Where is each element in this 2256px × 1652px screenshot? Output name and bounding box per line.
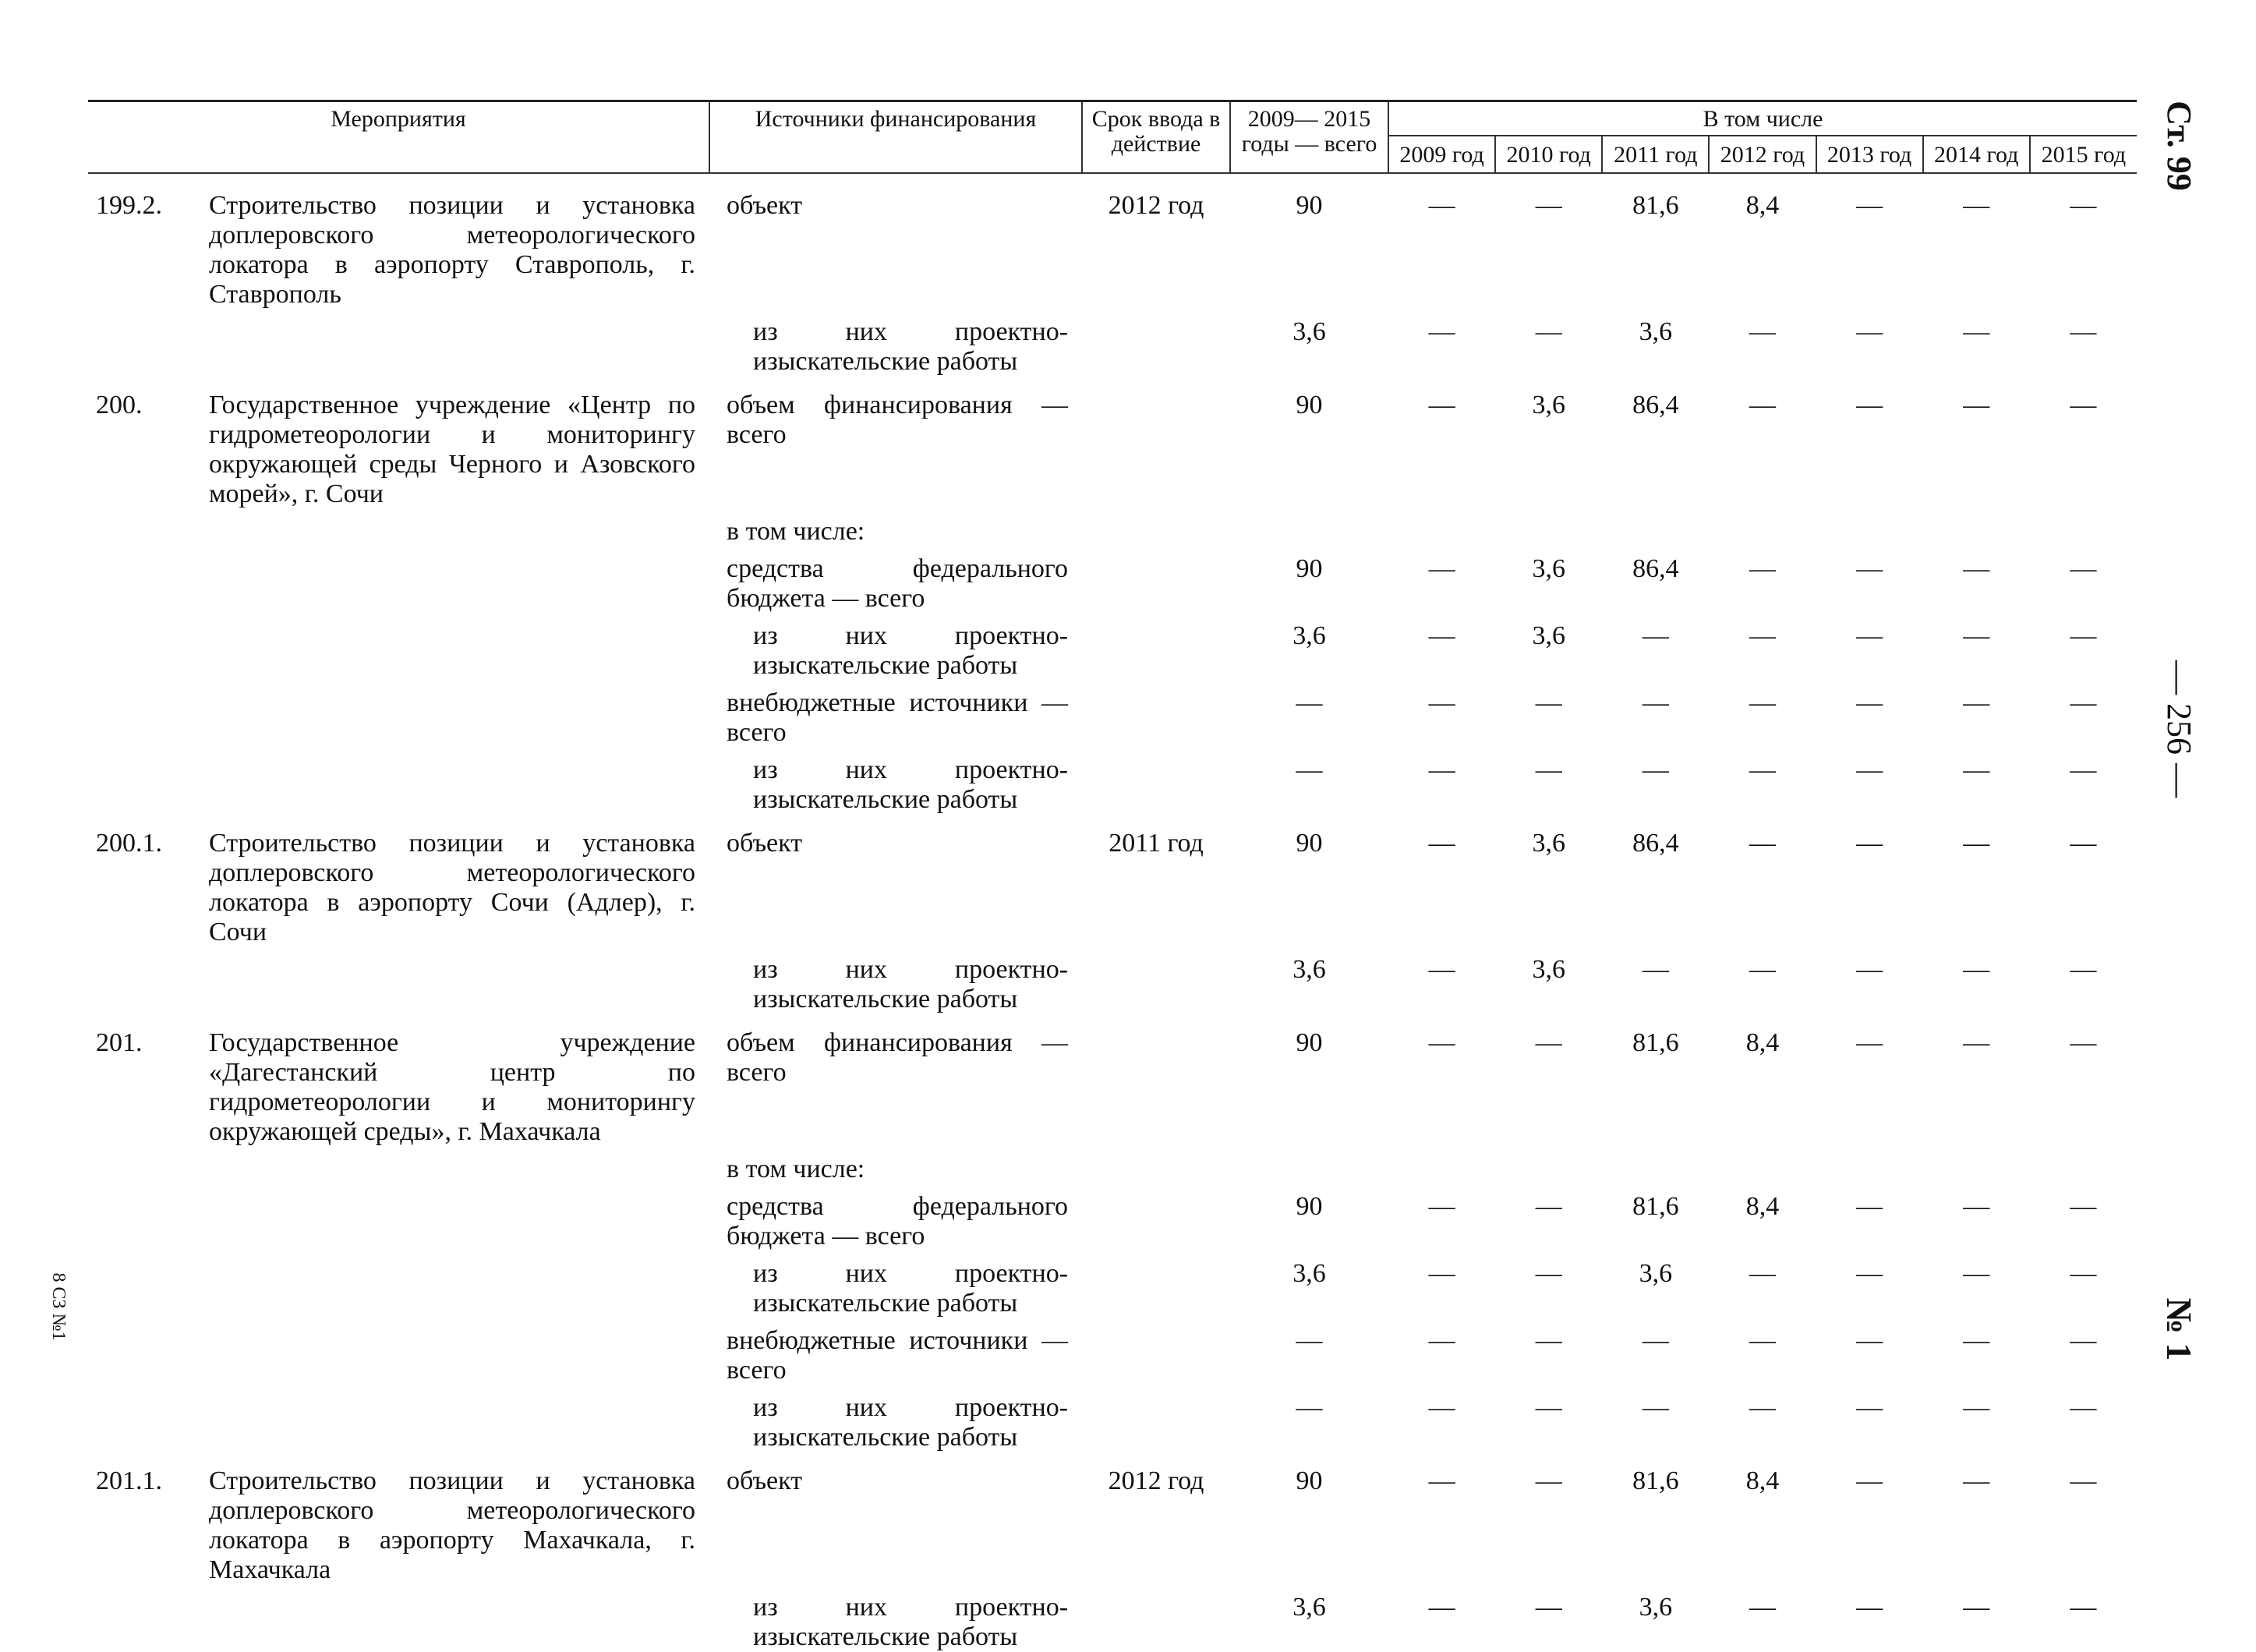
item-number [88,1251,209,1318]
item-name: Строительство позиции и установка доплеровского метеорологического локатора в аэропорту Ставрополь, г. Ставрополь [209,191,696,309]
item-name [209,614,709,681]
commission-date: 2012 год [1108,191,1204,220]
year-value-6: — [1963,554,1990,583]
item-number: 201. [96,1028,143,1057]
funding-source: объем финансирования — всего [727,391,1069,449]
year-value-2: 3,6 [1532,391,1565,419]
year-value-3: 3,6 [1639,317,1673,346]
year-value-3: — [1642,755,1669,784]
item-number: 200.1. [96,829,162,858]
year-value-2: — [1535,688,1562,717]
total-value: 3,6 [1292,1593,1326,1622]
year-value-7: — [2070,1466,2097,1495]
funding-source: средства федерального бюджета — всего [727,554,1069,613]
year-value-5: — [1856,829,1883,858]
year-value-4: 8,4 [1745,1192,1780,1221]
funding-source: объект [727,829,803,858]
year-value-6: — [1963,1593,1990,1622]
total-value: 90 [1296,1466,1323,1495]
commission-date [1082,310,1230,377]
year-value-1: — [1428,621,1455,650]
total-value: — [1296,755,1323,784]
year-value-5: — [1856,1326,1883,1355]
item-name [209,509,709,547]
year-value-2: 3,6 [1532,621,1565,650]
funding-source: из них проектно-изыскательские работы [753,955,1069,1013]
year-value-1: — [1428,391,1455,419]
total-value: 90 [1296,191,1323,220]
item-number [88,547,209,614]
year-value-2: — [1535,1593,1562,1622]
total-value: — [1296,1326,1323,1355]
header-year-5: 2013 год [1816,136,1923,173]
year-value-7: — [2070,1259,2097,1288]
year-value-6: — [1963,191,1990,220]
table-row [88,1184,2137,1251]
header-events: Мероприятия [88,101,709,174]
year-value-5: — [1856,391,1883,419]
year-value-3: — [1642,1393,1669,1422]
item-number [88,1184,209,1251]
year-value-6: — [1963,1393,1990,1422]
year-value-4: — [1749,1326,1776,1355]
year-value-3: 81,6 [1632,1192,1679,1221]
year-value-6: — [1963,1192,1990,1221]
year-value-7: — [2070,1393,2097,1422]
header-year-6: 2014 год [1923,136,2030,173]
year-value-5: — [1856,1028,1883,1057]
item-number [88,1585,209,1652]
commission-date [1082,1184,1230,1251]
year-value-3: 86,4 [1632,391,1679,419]
table-row [88,748,2137,815]
year-value-6: — [1963,317,1990,346]
item-name [209,748,709,815]
year-value-1: — [1428,755,1455,784]
year-value-3: — [1642,1326,1669,1355]
year-value-5: — [1856,1466,1883,1495]
item-number [88,310,209,377]
year-value-4: — [1749,391,1776,419]
year-value-7: — [2070,1192,2097,1221]
commission-date [1082,1147,1230,1184]
total-value: 90 [1296,829,1323,858]
funding-source: из них проектно-изыскательские работы [753,755,1069,814]
item-number: 199.2. [96,191,162,220]
year-value-5 [1816,509,1923,547]
commission-date [1082,1385,1230,1452]
funding-source: внебюджетные источники — всего [727,688,1069,747]
item-name: Государственное учреждение «Центр по гидрометеорологии и мониторингу окружающей среды Черного и Азовского морей», г. Сочи [209,391,696,508]
year-value-2 [1495,509,1602,547]
item-name [209,1318,709,1385]
total-value [1230,1147,1388,1184]
year-value-2 [1495,1147,1602,1184]
year-value-2: 3,6 [1532,955,1565,984]
table-body [88,173,2137,1652]
header-year-2: 2010 год [1495,136,1602,173]
year-value-3: 3,6 [1639,1593,1673,1622]
item-number [88,1147,209,1184]
commission-date [1082,1585,1230,1652]
year-value-4: — [1749,829,1776,858]
year-value-4: — [1749,1259,1776,1288]
year-value-1: — [1428,955,1455,984]
funding-source: в том числе: [727,517,865,546]
funding-source: из них проектно-изыскательские работы [753,621,1069,680]
year-value-4: 8,4 [1745,1028,1780,1057]
commission-date [1082,614,1230,681]
header-sources: Источники финансирования [709,101,1082,174]
year-value-1 [1388,1147,1495,1184]
year-value-5: — [1856,1393,1883,1422]
year-value-6 [1923,509,2030,547]
item-name [209,1147,709,1184]
year-value-7: — [2070,829,2097,858]
year-value-3: — [1642,955,1669,984]
year-value-7: — [2070,621,2097,650]
funding-source: из них проектно-изыскательские работы [753,1259,1069,1318]
table-row [88,1385,2137,1452]
year-value-1: — [1428,829,1455,858]
item-name [209,1385,709,1452]
header-year-3: 2011 год [1602,136,1709,173]
item-name [209,547,709,614]
year-value-6: — [1963,955,1990,984]
year-value-7: — [2070,391,2097,419]
table-row [88,681,2137,748]
total-value [1230,509,1388,547]
year-value-3: 81,6 [1632,191,1679,220]
year-value-1: — [1428,1393,1455,1422]
year-value-1: — [1428,688,1455,717]
table-row [88,947,2137,1014]
funding-source: в том числе: [727,1155,865,1183]
year-value-4: 8,4 [1745,1466,1780,1495]
year-value-6: — [1963,391,1990,419]
table-row [88,1014,2137,1147]
year-value-2: 3,6 [1532,829,1565,858]
program-table [88,100,2137,1652]
year-value-1: — [1428,554,1455,583]
year-value-2: — [1535,1466,1562,1495]
commission-date [1082,1014,1230,1147]
table-row [88,1452,2137,1585]
year-value-1: — [1428,1028,1455,1057]
year-value-5: — [1856,621,1883,650]
year-value-2: — [1535,1393,1562,1422]
year-value-7: — [2070,1593,2097,1622]
year-value-2: — [1535,191,1562,220]
header-year-1: 2009 год [1388,136,1495,173]
item-name [209,1184,709,1251]
year-value-2: — [1535,755,1562,784]
table-row [88,614,2137,681]
year-value-5: — [1856,317,1883,346]
year-value-7: — [2070,1326,2097,1355]
year-value-2: — [1535,1259,1562,1288]
year-value-3: — [1642,688,1669,717]
signature-mark: 8 СЗ №1 [48,1272,69,1341]
table-row [88,1318,2137,1385]
year-value-4: — [1749,621,1776,650]
item-number [88,748,209,815]
year-value-6: — [1963,1259,1990,1288]
year-value-2: — [1535,317,1562,346]
header-year-4: 2012 год [1709,136,1816,173]
total-value: — [1296,1393,1323,1422]
commission-date: 2012 год [1108,1466,1204,1495]
year-value-1 [1388,509,1495,547]
year-value-1: — [1428,191,1455,220]
year-value-5: — [1856,955,1883,984]
table-row [88,547,2137,614]
total-value: 3,6 [1292,317,1326,346]
year-value-1: — [1428,1326,1455,1355]
year-value-6: — [1963,1028,1990,1057]
total-value: 90 [1296,1192,1323,1221]
table-row [88,377,2137,509]
issue-number-mark: № 1 [2159,1297,2199,1361]
year-value-1: — [1428,317,1455,346]
year-value-4 [1709,509,1816,547]
item-name: Строительство позиции и установка доплеровского метеорологического локатора в аэропорту Махачкала, г. Махачкала [209,1466,696,1584]
year-value-4: — [1749,1393,1776,1422]
year-value-4: — [1749,1593,1776,1622]
commission-date [1082,748,1230,815]
total-value: 90 [1296,391,1323,419]
year-value-1: — [1428,1192,1455,1221]
year-value-1: — [1428,1466,1455,1495]
funding-source: внебюджетные источники — всего [727,1326,1069,1385]
commission-date: 2011 год [1109,829,1204,858]
year-value-7: — [2070,1028,2097,1057]
table-row [88,310,2137,377]
funding-source: объект [727,1466,803,1495]
year-value-6: — [1963,755,1990,784]
year-value-4: — [1749,688,1776,717]
item-number [88,509,209,547]
item-name [209,947,709,1014]
year-value-6: — [1963,829,1990,858]
table-header [88,101,2137,174]
commission-date [1082,1251,1230,1318]
item-number [88,1385,209,1452]
sheet-number-mark: — 256 — [2160,660,2198,798]
item-name [209,1585,709,1652]
item-number [88,614,209,681]
year-value-7: — [2070,755,2097,784]
table-row [88,815,2137,947]
item-number [88,1318,209,1385]
commission-date [1082,509,1230,547]
year-value-7: — [2070,688,2097,717]
table-row [88,1251,2137,1318]
year-value-3: 86,4 [1632,554,1679,583]
commission-date [1082,947,1230,1014]
year-value-4: — [1749,554,1776,583]
year-value-5: — [1856,755,1883,784]
year-value-7: — [2070,191,2097,220]
year-value-3: 81,6 [1632,1466,1679,1495]
year-value-3 [1602,509,1709,547]
year-value-3: — [1642,621,1669,650]
year-value-6: — [1963,621,1990,650]
table-row [88,173,2137,310]
year-value-7 [2030,1147,2137,1184]
year-value-3: 86,4 [1632,829,1679,858]
funding-source: из них проектно-изыскательские работы [753,1393,1069,1452]
year-value-6: — [1963,1326,1990,1355]
commission-date [1082,547,1230,614]
year-value-6: — [1963,688,1990,717]
year-value-5: — [1856,1259,1883,1288]
year-value-4: 8,4 [1745,191,1780,220]
header-including: В том числе [1388,101,2137,136]
year-value-7: — [2070,955,2097,984]
funding-source: из них проектно-изыскательские работы [753,1593,1069,1651]
year-value-7: — [2070,317,2097,346]
item-number: 201.1. [96,1466,162,1495]
year-value-5: — [1856,191,1883,220]
year-value-1: — [1428,1259,1455,1288]
table-row [88,1147,2137,1184]
year-value-2: — [1535,1326,1562,1355]
total-value: — [1296,688,1323,717]
commission-date [1082,681,1230,748]
year-value-6: — [1963,1466,1990,1495]
page-number-mark: Ст. 99 [2160,101,2198,191]
year-value-5 [1816,1147,1923,1184]
year-value-3: 81,6 [1632,1028,1679,1057]
year-value-5: — [1856,688,1883,717]
total-value: 3,6 [1292,621,1326,650]
year-value-5: — [1856,554,1883,583]
header-total: 2009— 2015 годы — всего [1230,101,1388,174]
year-value-5: — [1856,1192,1883,1221]
year-value-2: 3,6 [1532,554,1565,583]
year-value-4: — [1749,317,1776,346]
item-name: Строительство позиции и установка доплеровского метеорологического локатора в аэропорту Сочи (Адлер), г. Сочи [209,829,696,946]
item-name [209,1251,709,1318]
item-number [88,681,209,748]
year-value-2: — [1535,1192,1562,1221]
year-value-4 [1709,1147,1816,1184]
funding-source: объект [727,191,803,220]
total-value: 3,6 [1292,1259,1326,1288]
funding-source: средства федерального бюджета — всего [727,1192,1069,1250]
header-year-7: 2015 год [2030,136,2137,173]
funding-source: из них проектно-изыскательские работы [753,317,1069,376]
total-value: 3,6 [1292,955,1326,984]
year-value-4: — [1749,755,1776,784]
header-deadline: Срок ввода в действие [1082,101,1230,174]
year-value-3: 3,6 [1639,1259,1673,1288]
year-value-2: — [1535,1028,1562,1057]
year-value-6 [1923,1147,2030,1184]
table-row [88,1585,2137,1652]
item-name [209,310,709,377]
item-number [88,947,209,1014]
table-row [88,509,2137,547]
year-value-7 [2030,509,2137,547]
year-value-1: — [1428,1593,1455,1622]
total-value: 90 [1296,554,1323,583]
item-name: Государственное учреждение «Дагестанский центр по гидрометеорологии и мониторингу окружающей среды», г. Махачкала [209,1028,696,1146]
total-value: 90 [1296,1028,1323,1057]
commission-date [1082,1318,1230,1385]
item-name [209,681,709,748]
year-value-5: — [1856,1593,1883,1622]
commission-date [1082,377,1230,509]
year-value-4: — [1749,955,1776,984]
item-number: 200. [96,391,143,419]
year-value-7: — [2070,554,2097,583]
year-value-3 [1602,1147,1709,1184]
funding-source: объем финансирования — всего [727,1028,1069,1087]
program-table-container [88,100,2137,1652]
